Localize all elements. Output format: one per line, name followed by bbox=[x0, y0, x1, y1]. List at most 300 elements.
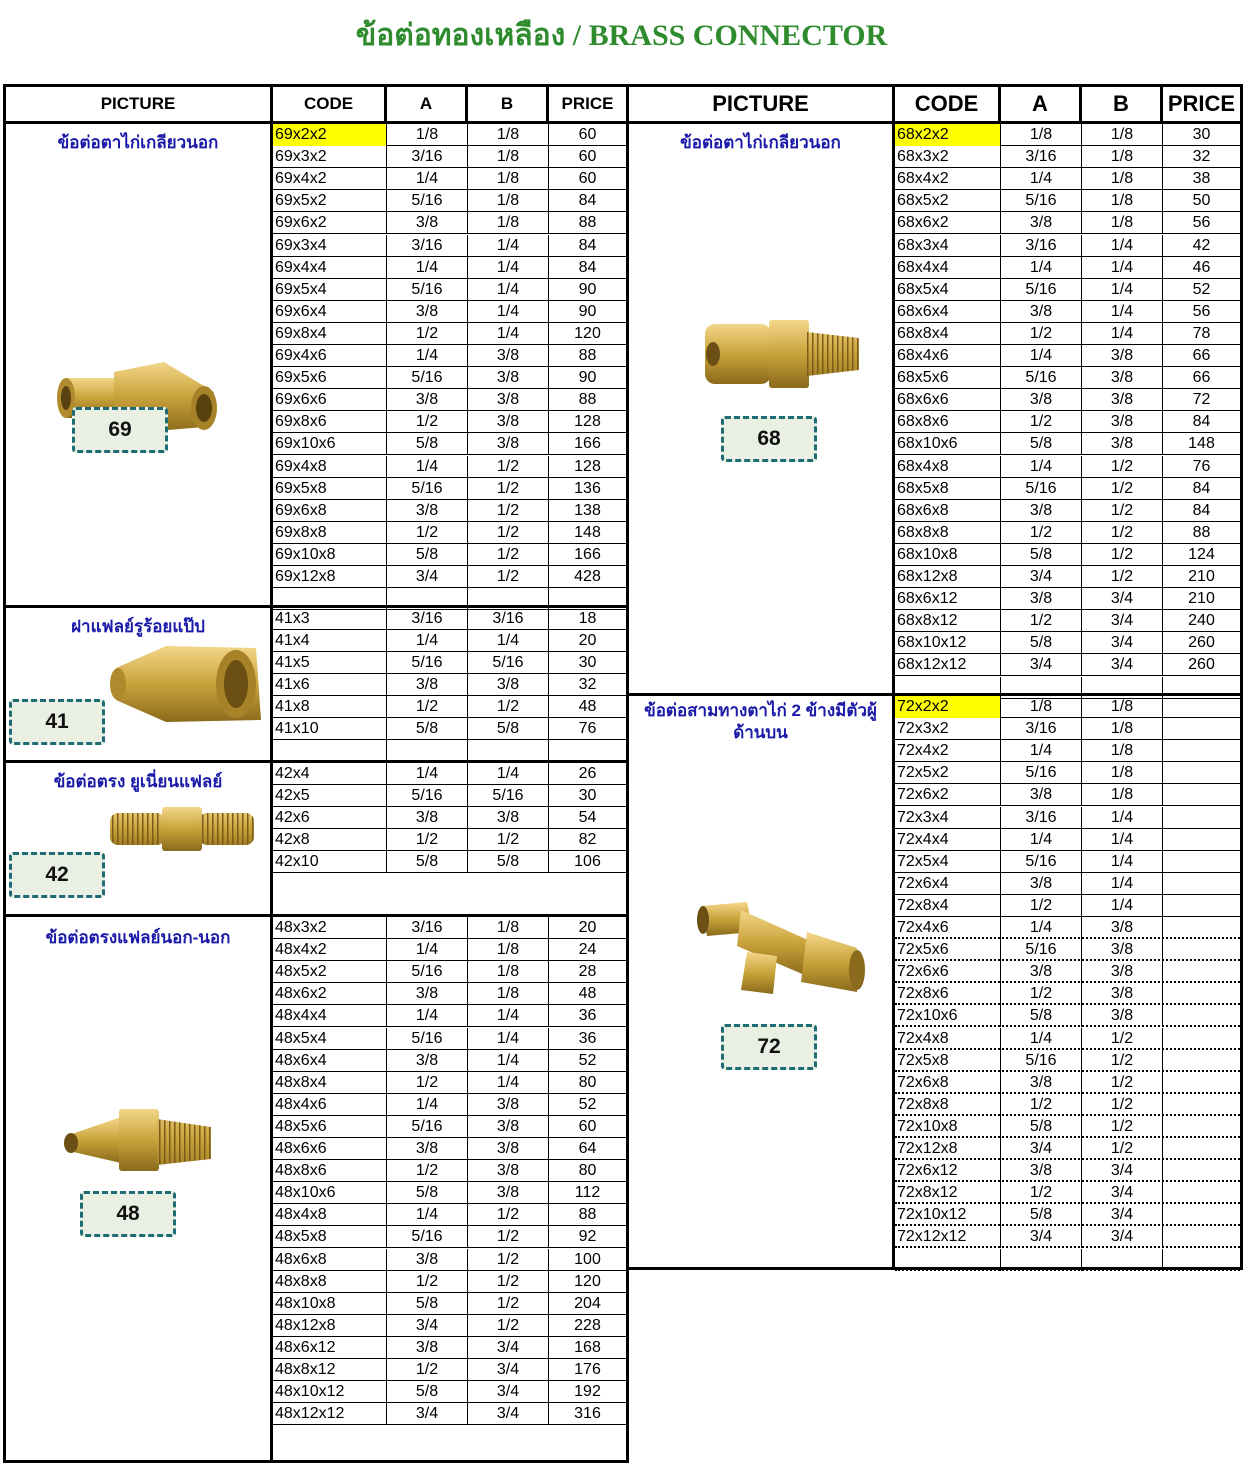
b-cell: 1/4 bbox=[468, 1050, 549, 1072]
b-cell: 1/2 bbox=[1082, 478, 1163, 500]
section-68 bbox=[629, 121, 1240, 693]
b-cell: 3/4 bbox=[468, 1403, 549, 1425]
code-cell: 72x12x12 bbox=[895, 1226, 1001, 1248]
code-cell: 69x4x8 bbox=[273, 456, 387, 478]
a-cell: 1/4 bbox=[1001, 740, 1082, 762]
table-row bbox=[273, 301, 626, 323]
code-cell: 41x8 bbox=[273, 696, 387, 718]
code-cell: 68x8x6 bbox=[895, 411, 1001, 433]
b-cell: 3/4 bbox=[1082, 654, 1163, 676]
code-cell: 48x6x4 bbox=[273, 1050, 387, 1072]
code-cell: 72x4x2 bbox=[895, 740, 1001, 762]
code-cell: 48x12x12 bbox=[273, 1403, 387, 1425]
header-code: CODE bbox=[273, 87, 387, 121]
b-cell: 1/8 bbox=[1082, 146, 1163, 168]
header-b: B bbox=[1082, 87, 1163, 121]
table-row bbox=[273, 389, 626, 411]
b-cell: 1/8 bbox=[1082, 762, 1163, 784]
table-row bbox=[895, 632, 1240, 654]
code-cell: 69x2x2 bbox=[273, 124, 387, 146]
b-cell: 1/4 bbox=[1082, 235, 1163, 257]
b-cell: 3/8 bbox=[1082, 345, 1163, 367]
a-cell: 1/2 bbox=[387, 829, 468, 851]
a-cell: 1/4 bbox=[387, 1005, 468, 1027]
price-cell: 138 bbox=[574, 501, 601, 519]
a-cell: 1/2 bbox=[1001, 983, 1082, 1005]
table-row bbox=[273, 851, 626, 873]
price-cell: 24 bbox=[578, 941, 597, 959]
b-cell: 1/2 bbox=[1082, 1028, 1163, 1050]
table-row bbox=[895, 1226, 1240, 1248]
code-cell: 69x12x8 bbox=[273, 566, 387, 588]
table-row bbox=[895, 1094, 1240, 1116]
a-cell: 3/4 bbox=[1001, 1138, 1082, 1160]
code-cell: 68x10x6 bbox=[895, 433, 1001, 455]
b-cell: 1/4 bbox=[1082, 279, 1163, 301]
code-cell: 48x3x2 bbox=[273, 917, 387, 939]
table-row bbox=[895, 718, 1240, 740]
badge-42: 42 bbox=[9, 852, 105, 898]
table-row bbox=[895, 500, 1240, 522]
table-row bbox=[895, 1116, 1240, 1138]
table-row bbox=[895, 1204, 1240, 1226]
code-cell: 72x10x6 bbox=[895, 1005, 1001, 1027]
table-row bbox=[273, 257, 626, 279]
price-cell bbox=[1163, 1138, 1240, 1160]
code-cell: 69x5x2 bbox=[273, 190, 387, 212]
code-cell: 48x5x6 bbox=[273, 1116, 387, 1138]
price-cell: 48 bbox=[578, 985, 597, 1003]
b-cell: 1/4 bbox=[468, 1028, 549, 1050]
a-cell bbox=[387, 740, 468, 762]
b-cell: 1/4 bbox=[468, 1072, 549, 1094]
b-cell: 1/2 bbox=[468, 829, 549, 851]
a-cell: 5/8 bbox=[1001, 544, 1082, 566]
price-cell: 124 bbox=[1188, 545, 1215, 563]
price-cell: 260 bbox=[1188, 634, 1215, 652]
b-cell: 1/8 bbox=[1082, 740, 1163, 762]
b-cell: 1/2 bbox=[1082, 1138, 1163, 1160]
table-row bbox=[273, 608, 626, 630]
a-cell: 5/16 bbox=[1001, 762, 1082, 784]
table-row bbox=[895, 456, 1240, 478]
code-cell: 68x4x6 bbox=[895, 345, 1001, 367]
b-cell: 1/4 bbox=[1082, 323, 1163, 345]
a-cell: 5/16 bbox=[1001, 1050, 1082, 1072]
price-cell: 66 bbox=[1192, 347, 1211, 364]
price-cell bbox=[1163, 851, 1240, 873]
table-row bbox=[895, 983, 1240, 1005]
b-cell: 3/8 bbox=[1082, 983, 1163, 1005]
code-cell: 69x3x4 bbox=[273, 235, 387, 257]
code-cell: 42x5 bbox=[273, 785, 387, 807]
price-cell: 60 bbox=[578, 126, 597, 143]
code-cell: 72x8x8 bbox=[895, 1094, 1001, 1116]
b-cell: 3/8 bbox=[1082, 433, 1163, 455]
table-row bbox=[895, 389, 1240, 411]
table-row bbox=[895, 367, 1240, 389]
a-cell: 3/16 bbox=[1001, 235, 1082, 257]
table-row bbox=[895, 1028, 1240, 1050]
code-cell: 68x6x2 bbox=[895, 212, 1001, 234]
price-cell: 84 bbox=[1192, 479, 1211, 497]
price-cell: 30 bbox=[578, 787, 597, 804]
a-cell: 1/4 bbox=[1001, 829, 1082, 851]
code-cell: 69x10x8 bbox=[273, 544, 387, 566]
code-cell: 41x6 bbox=[273, 674, 387, 696]
b-cell: 3/8 bbox=[468, 367, 549, 389]
price-cell bbox=[1163, 939, 1240, 961]
b-cell: 3/4 bbox=[468, 1359, 549, 1381]
code-cell: 48x4x6 bbox=[273, 1094, 387, 1116]
code-cell: 48x8x8 bbox=[273, 1271, 387, 1293]
price-cell: 240 bbox=[1188, 612, 1215, 630]
table-row bbox=[895, 610, 1240, 632]
table-row bbox=[895, 1138, 1240, 1160]
left-price-table bbox=[3, 84, 629, 1463]
b-cell: 1/2 bbox=[468, 1271, 549, 1293]
table-row bbox=[273, 190, 626, 212]
price-cell: 84 bbox=[578, 236, 597, 254]
code-cell: 68x6x6 bbox=[895, 389, 1001, 411]
price-cell bbox=[1163, 1116, 1240, 1138]
b-cell: 1/4 bbox=[1082, 851, 1163, 873]
b-cell: 1/2 bbox=[468, 566, 549, 588]
b-cell: 3/8 bbox=[1082, 939, 1163, 961]
header-price: PRICE bbox=[561, 94, 614, 113]
code-cell: 68x5x6 bbox=[895, 367, 1001, 389]
price-cell: 64 bbox=[578, 1140, 597, 1157]
code-cell: 69x6x8 bbox=[273, 500, 387, 522]
price-cell: 20 bbox=[578, 632, 597, 649]
b-cell: 1/4 bbox=[1082, 829, 1163, 851]
table-row bbox=[273, 630, 626, 652]
price-cell: 28 bbox=[578, 963, 597, 981]
b-cell: 3/4 bbox=[1082, 1204, 1163, 1226]
b-cell: 1/4 bbox=[468, 301, 549, 323]
table-row bbox=[895, 873, 1240, 895]
table-row bbox=[273, 323, 626, 345]
a-cell: 1/2 bbox=[1001, 323, 1082, 345]
compression-connector-icon bbox=[699, 318, 864, 390]
a-cell: 1/2 bbox=[1001, 1182, 1082, 1204]
code-cell: 72x5x8 bbox=[895, 1050, 1001, 1072]
price-cell: 84 bbox=[1192, 501, 1211, 519]
a-cell: 3/16 bbox=[387, 146, 468, 168]
b-cell: 1/2 bbox=[468, 1315, 549, 1337]
code-cell: 69x4x4 bbox=[273, 257, 387, 279]
b-cell: 3/4 bbox=[1082, 588, 1163, 610]
b-cell: 3/8 bbox=[468, 389, 549, 411]
product-name-72: ข้อต่อสามทางตาไก่ 2 ข้างมีตัวผู้ด้านบน bbox=[644, 701, 877, 742]
a-cell: 1/4 bbox=[387, 763, 468, 785]
code-cell: 41x5 bbox=[273, 652, 387, 674]
a-cell: 1/2 bbox=[387, 522, 468, 544]
code-cell: 68x3x4 bbox=[895, 235, 1001, 257]
a-cell: 1/4 bbox=[387, 630, 468, 652]
right-table-header bbox=[629, 87, 1240, 124]
code-cell: 72x3x2 bbox=[895, 718, 1001, 740]
b-cell: 1/8 bbox=[1082, 168, 1163, 190]
a-cell: 1/4 bbox=[387, 168, 468, 190]
b-cell: 3/4 bbox=[1082, 1226, 1163, 1248]
price-cell bbox=[1163, 1028, 1240, 1050]
table-row bbox=[895, 522, 1240, 544]
price-cell bbox=[1163, 1182, 1240, 1204]
table-row bbox=[273, 1226, 626, 1248]
code-cell: 72x6x8 bbox=[895, 1072, 1001, 1094]
b-cell: 3/16 bbox=[468, 608, 549, 630]
table-row bbox=[273, 983, 626, 1005]
price-cell: 60 bbox=[578, 148, 597, 166]
table-row bbox=[273, 1271, 626, 1293]
code-cell: 72x10x8 bbox=[895, 1116, 1001, 1138]
a-cell: 5/16 bbox=[387, 367, 468, 389]
price-cell: 120 bbox=[574, 1272, 601, 1290]
b-cell: 1/2 bbox=[468, 1226, 549, 1248]
a-cell: 3/16 bbox=[387, 608, 468, 630]
price-cell bbox=[1163, 740, 1240, 762]
a-cell: 5/8 bbox=[1001, 632, 1082, 654]
code-cell: 48x10x8 bbox=[273, 1293, 387, 1315]
a-cell: 3/4 bbox=[1001, 654, 1082, 676]
product-name-68: ข้อต่อตาไก่เกลียวนอก bbox=[680, 133, 841, 152]
badge-69: 69 bbox=[72, 407, 168, 453]
table-row bbox=[895, 1160, 1240, 1182]
product-name-48: ข้อต่อตรงแฟลย์นอก-นอก bbox=[45, 928, 231, 947]
a-cell: 3/8 bbox=[1001, 500, 1082, 522]
code-cell: 48x8x6 bbox=[273, 1160, 387, 1182]
price-cell: 52 bbox=[1192, 280, 1211, 298]
code-cell: 48x4x8 bbox=[273, 1204, 387, 1226]
b-cell: 1/8 bbox=[1082, 124, 1163, 146]
table-row bbox=[273, 212, 626, 234]
code-cell: 42x6 bbox=[273, 807, 387, 829]
price-cell: 120 bbox=[574, 324, 601, 342]
table-row bbox=[273, 1337, 626, 1359]
b-cell: 3/4 bbox=[468, 1337, 549, 1359]
table-row bbox=[895, 190, 1240, 212]
table-row bbox=[895, 588, 1240, 610]
price-cell: 92 bbox=[578, 1228, 597, 1246]
b-cell: 1/8 bbox=[468, 212, 549, 234]
price-cell: 176 bbox=[574, 1361, 601, 1378]
b-cell: 3/8 bbox=[468, 1182, 549, 1204]
price-cell: 100 bbox=[574, 1250, 601, 1268]
table-row bbox=[895, 1072, 1240, 1094]
code-cell: 48x12x8 bbox=[273, 1315, 387, 1337]
table-row bbox=[273, 500, 626, 522]
product-name-69: ข้อต่อตาไก่เกลียวนอก bbox=[57, 133, 219, 152]
code-cell: 72x3x4 bbox=[895, 807, 1001, 829]
table-row bbox=[273, 740, 626, 762]
a-cell: 3/8 bbox=[387, 1050, 468, 1072]
b-cell: 1/2 bbox=[468, 1204, 549, 1226]
table-row bbox=[273, 1160, 626, 1182]
code-cell: 68x4x8 bbox=[895, 456, 1001, 478]
code-cell: 48x10x12 bbox=[273, 1381, 387, 1403]
table-row bbox=[273, 1094, 626, 1116]
b-cell: 1/8 bbox=[1082, 190, 1163, 212]
a-cell: 5/16 bbox=[387, 1116, 468, 1138]
a-cell: 3/4 bbox=[387, 1403, 468, 1425]
b-cell: 1/8 bbox=[468, 146, 549, 168]
price-cell: 148 bbox=[1188, 435, 1215, 453]
a-cell: 3/8 bbox=[387, 674, 468, 696]
code-cell: 72x4x6 bbox=[895, 917, 1001, 939]
b-cell: 1/4 bbox=[1082, 895, 1163, 917]
b-cell: 5/16 bbox=[468, 785, 549, 807]
a-cell: 1/4 bbox=[387, 345, 468, 367]
table-row bbox=[273, 1293, 626, 1315]
price-cell: 32 bbox=[578, 676, 597, 693]
code-cell: 72x2x2 bbox=[895, 696, 1001, 718]
badge-48: 48 bbox=[80, 1191, 176, 1237]
table-row bbox=[895, 1005, 1240, 1027]
section-69 bbox=[6, 121, 626, 605]
a-cell: 1/4 bbox=[1001, 1028, 1082, 1050]
section-41 bbox=[6, 605, 626, 760]
header-code: CODE bbox=[895, 87, 1001, 121]
a-cell: 3/8 bbox=[1001, 961, 1082, 983]
price-cell: 76 bbox=[1192, 457, 1211, 475]
table-row bbox=[895, 740, 1240, 762]
a-cell: 3/8 bbox=[387, 983, 468, 1005]
a-cell: 5/16 bbox=[387, 279, 468, 301]
code-cell bbox=[895, 1249, 1001, 1271]
section-72 bbox=[629, 693, 1240, 1267]
price-cell: 84 bbox=[578, 258, 597, 276]
a-cell: 3/8 bbox=[1001, 588, 1082, 610]
table-row bbox=[273, 763, 626, 785]
table-row bbox=[895, 807, 1240, 829]
b-cell: 3/4 bbox=[1082, 632, 1163, 654]
code-cell: 42x8 bbox=[273, 829, 387, 851]
code-cell: 48x8x12 bbox=[273, 1359, 387, 1381]
b-cell: 1/4 bbox=[468, 763, 549, 785]
code-cell: 69x6x4 bbox=[273, 301, 387, 323]
b-cell: 3/8 bbox=[468, 345, 549, 367]
table-row bbox=[273, 544, 626, 566]
price-cell bbox=[1163, 718, 1240, 740]
header-price: PRICE bbox=[1167, 91, 1236, 116]
table-row bbox=[273, 1403, 626, 1425]
a-cell: 3/8 bbox=[387, 301, 468, 323]
b-cell: 3/8 bbox=[1082, 411, 1163, 433]
badge-41: 41 bbox=[9, 699, 105, 745]
code-cell: 69x8x4 bbox=[273, 323, 387, 345]
code-cell: 68x6x8 bbox=[895, 500, 1001, 522]
code-cell: 48x6x2 bbox=[273, 983, 387, 1005]
code-cell: 48x5x2 bbox=[273, 961, 387, 983]
b-cell: 1/2 bbox=[468, 456, 549, 478]
code-cell: 48x10x6 bbox=[273, 1182, 387, 1204]
a-cell: 1/4 bbox=[1001, 456, 1082, 478]
b-cell: 1/4 bbox=[468, 257, 549, 279]
table-row bbox=[895, 411, 1240, 433]
code-cell: 48x4x4 bbox=[273, 1005, 387, 1027]
a-cell: 5/16 bbox=[1001, 190, 1082, 212]
table-row bbox=[895, 235, 1240, 257]
b-cell: 1/8 bbox=[1082, 212, 1163, 234]
price-cell: 90 bbox=[578, 302, 597, 320]
b-cell: 1/8 bbox=[468, 939, 549, 961]
code-cell: 41x3 bbox=[273, 608, 387, 630]
union-fitting-icon bbox=[104, 805, 260, 853]
table-row bbox=[273, 1381, 626, 1403]
b-cell: 3/8 bbox=[468, 807, 549, 829]
code-cell: 72x6x6 bbox=[895, 961, 1001, 983]
table-row bbox=[895, 961, 1240, 983]
flare-nut-icon bbox=[106, 638, 266, 728]
price-cell: 148 bbox=[574, 523, 601, 541]
b-cell: 1/8 bbox=[1082, 718, 1163, 740]
a-cell: 5/8 bbox=[387, 851, 468, 873]
code-cell: 69x5x8 bbox=[273, 478, 387, 500]
price-cell: 210 bbox=[1188, 568, 1215, 585]
code-cell: 69x4x2 bbox=[273, 168, 387, 190]
b-cell: 3/8 bbox=[1082, 367, 1163, 389]
picture-cell-41 bbox=[6, 608, 273, 760]
code-cell: 69x6x6 bbox=[273, 389, 387, 411]
a-cell: 1/4 bbox=[387, 456, 468, 478]
right-price-table bbox=[626, 84, 1243, 1270]
table-row bbox=[895, 279, 1240, 301]
b-cell: 1/2 bbox=[1082, 500, 1163, 522]
code-cell: 48x5x4 bbox=[273, 1028, 387, 1050]
a-cell: 5/16 bbox=[1001, 478, 1082, 500]
table-row bbox=[273, 696, 626, 718]
a-cell: 3/8 bbox=[387, 1337, 468, 1359]
price-cell: 204 bbox=[574, 1294, 601, 1312]
b-cell: 1/2 bbox=[468, 478, 549, 500]
code-cell: 41x10 bbox=[273, 718, 387, 740]
a-cell: 5/8 bbox=[1001, 433, 1082, 455]
price-cell: 42 bbox=[1192, 236, 1211, 254]
a-cell: 1/8 bbox=[1001, 124, 1082, 146]
straight-flare-fitting-icon bbox=[61, 1095, 221, 1185]
code-cell: 68x8x12 bbox=[895, 610, 1001, 632]
table-row bbox=[895, 257, 1240, 279]
a-cell: 3/8 bbox=[1001, 212, 1082, 234]
price-cell: 128 bbox=[574, 457, 601, 475]
code-cell: 69x5x4 bbox=[273, 279, 387, 301]
header-picture: PICTURE bbox=[6, 87, 273, 121]
tee-fitting-icon bbox=[697, 896, 867, 1006]
a-cell: 1/4 bbox=[1001, 345, 1082, 367]
table-row bbox=[273, 433, 626, 455]
b-cell: 1/2 bbox=[468, 544, 549, 566]
table-row bbox=[273, 718, 626, 740]
price-cell: 52 bbox=[578, 1095, 597, 1113]
b-cell: 3/8 bbox=[468, 411, 549, 433]
code-cell: 68x8x8 bbox=[895, 522, 1001, 544]
table-row bbox=[895, 124, 1240, 146]
price-cell: 192 bbox=[574, 1383, 601, 1401]
header-picture: PICTURE bbox=[629, 87, 895, 121]
code-cell: 48x6x8 bbox=[273, 1249, 387, 1271]
price-cell bbox=[1163, 1226, 1240, 1248]
price-cell: 52 bbox=[578, 1051, 597, 1069]
picture-cell-42 bbox=[6, 763, 273, 914]
code-cell: 68x12x8 bbox=[895, 566, 1001, 588]
table-row bbox=[273, 1182, 626, 1204]
code-cell: 68x10x12 bbox=[895, 632, 1001, 654]
price-cell: 48 bbox=[578, 698, 597, 715]
a-cell: 3/16 bbox=[1001, 146, 1082, 168]
table-row bbox=[895, 301, 1240, 323]
b-cell bbox=[1082, 1249, 1163, 1271]
